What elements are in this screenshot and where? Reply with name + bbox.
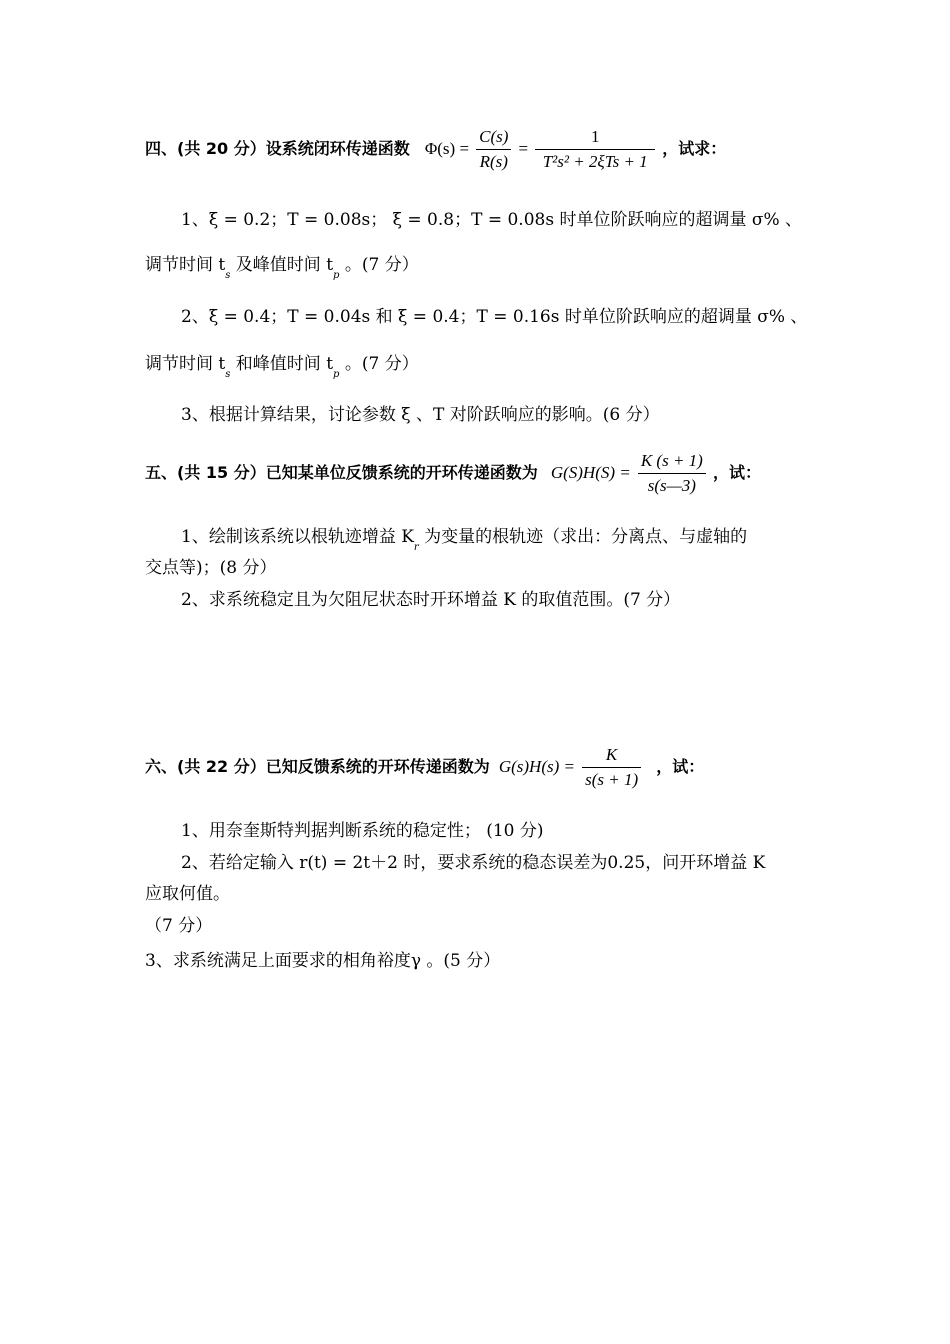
- q4-num2: 1: [535, 127, 655, 150]
- q5-tail: ，试：: [712, 463, 761, 482]
- q6-den: s(s + 1): [585, 770, 639, 789]
- q4-item1-peak-label: 及峰值时间 t: [230, 255, 334, 275]
- q4-equals: =: [518, 139, 529, 158]
- q4-item2-sub-s: s: [225, 369, 231, 380]
- q4-den1: R(s): [479, 152, 508, 171]
- q6-tail: ，试：: [656, 757, 705, 776]
- q4-phi: Φ(s) =: [424, 139, 470, 158]
- q5-num: [638, 451, 706, 474]
- q6-num: K: [582, 745, 641, 768]
- q6-heading: 六、(共 22 分）已知反馈系统的开环传递函数为: [145, 757, 490, 776]
- q4-num1: C(s): [476, 127, 511, 150]
- q5-num-text: K (s + 1): [640, 451, 703, 470]
- q4-item2-peak-label: 和峰值时间 t: [230, 354, 334, 374]
- q5-fraction: [638, 451, 706, 496]
- q4-item2-line2: [145, 349, 419, 380]
- q4-item2-line1: 2、ξ = 0.4；T = 0.04s 和 ξ = 0.4；T = 0.16s 时单位阶跃响应的超调量 σ% 、: [181, 307, 808, 327]
- q4-fraction-2: [535, 127, 655, 172]
- q4-tail: ，试求：: [662, 139, 727, 158]
- q6-item2-line1: 2、若给定输入 r(t) = 2t＋2 时，要求系统的稳态误差为0.25，问开环增益 K: [181, 853, 766, 873]
- q5-den: s(s—3): [647, 476, 696, 495]
- q6-heading-line: [145, 742, 704, 792]
- q4-item1-sub-p: p: [333, 270, 340, 281]
- q4-item1-line1: 1、ξ = 0.2；T = 0.08s； ξ = 0.8；T = 0.08s 时单位阶跃响应的超调量 σ% 、: [181, 210, 803, 230]
- q5-item1-line2: 交点等)；(8 分）: [145, 558, 277, 578]
- q5-item1-line1: [181, 522, 747, 553]
- q4-item2-settling-label: 调节时间 t: [145, 354, 226, 374]
- q6-item1: 1、用奈奎斯特判据判断系统的稳定性； (10 分): [181, 821, 544, 841]
- q4-item2-points: 。(7 分）: [339, 354, 419, 374]
- q5-item1-sub-r: r: [413, 542, 419, 553]
- q4-item1-points: 。(7 分）: [339, 255, 419, 275]
- q4-den2: T²s² + 2ξTs + 1: [542, 152, 648, 171]
- q5-heading-line: [145, 448, 761, 498]
- q4-item1-sub-s: s: [225, 270, 231, 281]
- q5-item1-text2: 为变量的根轨迹（求出：分离点、与虚轴的: [418, 527, 748, 547]
- q4-item1-settling-label: 调节时间 t: [145, 255, 226, 275]
- q4-item2-sub-p: p: [333, 369, 340, 380]
- q5-lhs: G(S)H(S) =: [550, 463, 631, 482]
- q6-item3: 3、求系统满足上面要求的相角裕度γ 。(5 分）: [145, 951, 501, 971]
- q6-item2-line3: （7 分）: [145, 916, 213, 936]
- q5-item2: 2、求系统稳定且为欠阻尼状态时开环增益 K 的取值范围。(7 分）: [181, 590, 681, 610]
- q5-item1-text: 1、绘制该系统以根轨迹增益 K: [181, 527, 414, 547]
- q6-item2-line2: 应取何值。: [145, 884, 230, 904]
- q4-heading: 四、(共 20 分）设系统闭环传递函数: [145, 139, 410, 158]
- q4-heading-line: [145, 124, 726, 174]
- q6-fraction: [582, 745, 641, 790]
- q5-heading: 五、(共 15 分）已知某单位反馈系统的开环传递函数为: [145, 463, 538, 482]
- q4-item3: 3、根据计算结果，讨论参数 ξ 、T 对阶跃响应的影响。(6 分）: [181, 405, 660, 425]
- q4-item1-line2: [145, 250, 419, 281]
- q6-lhs: G(s)H(s) =: [498, 757, 575, 776]
- q4-fraction-1: [476, 127, 511, 172]
